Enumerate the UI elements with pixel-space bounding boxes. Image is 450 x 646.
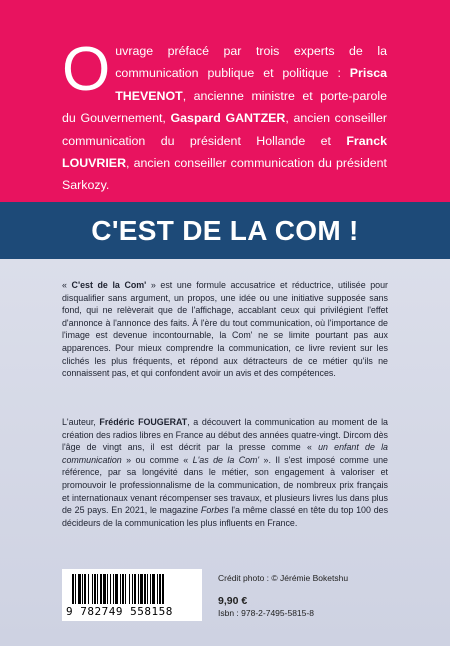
title-band (0, 202, 450, 259)
isbn: Isbn : 978-2-7495-5815-8 (218, 608, 314, 618)
barcode-bars (72, 574, 194, 604)
author-paragraph: L'auteur, Frédéric FOUGERAT, a découvert la communication au moment de la création des radios libres en France au début des années quatre-vingt. Dircom dès l'âge de vingt ans, il est décrit par la presse comme « un enfant de la communication » ou comme « L'as de la Com' ». Il s'est imposé comme une référence, par sa longévité dans le métier, son engagement à valoriser et promouvoir le professionnalisme de la communication, de nombreux prix français et internationaux venant récompenser ses travaux, et plusieurs livres lus dans plus de 25 pays. En 2021, le magazine Forbes l'a même classé en tête du top 100 des décideurs de la communication les plus influents en France. (62, 417, 389, 528)
barcode-stripe (162, 574, 164, 604)
barcode (62, 569, 202, 621)
barcode-stripe (157, 574, 158, 604)
barcode-stripe (159, 574, 161, 604)
barcode-stripe (82, 574, 83, 604)
barcode-stripe (122, 574, 124, 604)
barcode-stripe (88, 574, 89, 604)
drop-cap: O (62, 35, 111, 104)
intro-text: Ouvrage préfacé par trois experts de la communication publique et politique : Prisca THEVENOT, ancienne ministre et porte-parole du Gouvernement, Gaspard GANTZER, ancien conseiller communication du président Hollande et Franck LOUVRIER, ancien conseiller communication du président Sarkozy. (62, 35, 387, 193)
barcode-stripe (150, 574, 151, 604)
barcode-stripe (125, 574, 126, 604)
barcode-stripe (92, 574, 93, 604)
barcode-stripe (134, 574, 136, 604)
barcode-stripe (100, 574, 102, 604)
photo-credit: Crédit photo : © Jérémie Boketshu (218, 573, 349, 583)
barcode-stripe (103, 574, 106, 604)
barcode-stripe (115, 574, 118, 604)
barcode-stripe (78, 574, 81, 604)
barcode-stripe (144, 574, 146, 604)
barcode-stripe (129, 574, 130, 604)
barcode-stripe (110, 574, 111, 604)
barcode-stripe (138, 574, 139, 604)
barcode-stripe (72, 574, 74, 604)
name-louvrier: Franck LOUVRIER (62, 133, 387, 171)
barcode-stripe (84, 574, 86, 604)
barcode-stripe (75, 574, 76, 604)
barcode-stripe (107, 574, 108, 604)
barcode-number: 9 782749 558158 (66, 605, 173, 618)
barcode-stripe (94, 574, 96, 604)
top-section (0, 0, 450, 202)
summary-paragraph: « C'est de la Com' » est une formule accusatrice et réductrice, utilisée pour disqualifier sans argument, un propos, une idée ou une initiative supposée sans fond, qui ne relèverait que de l'affichage, accablant ceux qui privilégient l'effet d'annonce à l'annonce des faits. À l'ère du tout communication, où l'importance de l'image est devenue incontournable, la Com' ne se limite pourtant pas aux apparences. Pour mieux comprendre la communication, ce livre revient sur les clichés les plus fréquents, et répond aux détracteurs de ce métier qu'ils ne connaissent pas, et qui confondent avoir un avis et des compétences. (62, 280, 388, 379)
barcode-stripe (147, 574, 148, 604)
name-thevenot: Prisca THEVENOT (115, 66, 387, 103)
book-title: C'EST DE LA COM ! (91, 215, 359, 246)
barcode-stripe (152, 574, 155, 604)
barcode-stripe (132, 574, 133, 604)
barcode-stripe (97, 574, 98, 604)
name-gantzer: Gaspard GANTZER (170, 111, 286, 126)
barcode-stripe (113, 574, 114, 604)
barcode-stripe (120, 574, 121, 604)
barcode-stripe (140, 574, 143, 604)
price: 9,90 € (218, 595, 248, 607)
